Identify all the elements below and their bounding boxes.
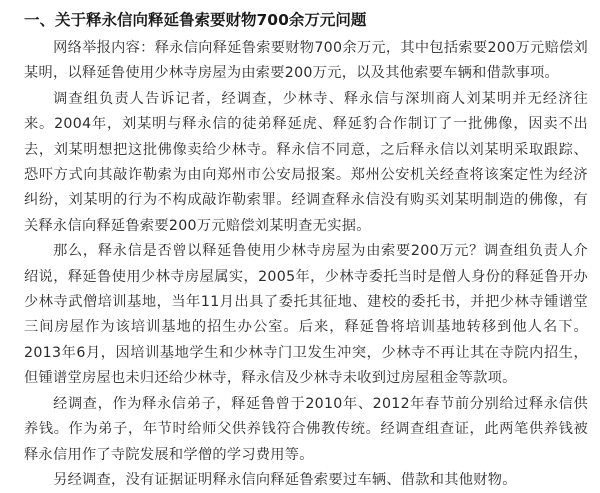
- paragraph-report-content: 网络举报内容：释永信向释延鲁索要财物700余万元，其中包括索要200万元赔偿刘某明，以释延鲁使用少林寺房屋为由索要200万元，以及其他索要车辆和借款事项。: [24, 40, 588, 82]
- section-heading: 一、关于释永信向释延鲁索要财物700余万元问题: [24, 11, 367, 29]
- paragraph-conclusion: 另经调查，没有证据证明释永信向释延鲁索要过车辆、借款和其他财物。: [53, 471, 517, 488]
- paragraph-investigation-liu: 调查组负责人告诉记者，经调查，少林寺、释永信与深圳商人刘某明并无经济往来。2004年，刘某明与释永信的徒弟释延虎、释延豹合作制订了一批佛像，因卖不出去，刘某明想把这批佛像卖给少林寺。释永信不同意，之后释永信以刘某明采取跟踪、恐吓方式向其敲诈勒索为由向郑州市公安局报案。郑州公安机关经查将该案定性为经济纠纷，刘某明的行为不构成敲诈勒索罪。经调查释永信没有购买刘某明制造的佛像，有关释永信向释延鲁索要200万元赔偿刘某明查无实据。: [24, 90, 588, 234]
- paragraph-house-use: 那么，释永信是否曾以释延鲁使用少林寺房屋为由索要200万元？调查组负责人介绍说，释延鲁使用少林寺房屋属实，2005年，少林寺委托当时是僧人身份的释延鲁开办少林寺武僧培训基地，当年11月出具了委托其征地、建校的委托书，并把少林寺锺谱堂三间房屋作为该培训基地的招生办公室。后来，释延鲁将培训基地转移到他人名下。2013年6月，因培训基地学生和少林寺门卫发生冲突，少林寺不再让其在寺院内招生，但锺谱堂房屋也未归还给少林寺，释永信及少林寺未收到过房屋租金等款项。: [24, 243, 588, 387]
- paragraph-offerings: 经调查，作为释永信弟子，释延鲁曾于2010年、2012年春节前分别给过释永信供养钱。作为弟子，年节时给师父供养钱符合佛教传统。经调查组查证，此两笔供养钱被释永信用作了寺院发展和学僧的学习费用等。: [24, 395, 588, 463]
